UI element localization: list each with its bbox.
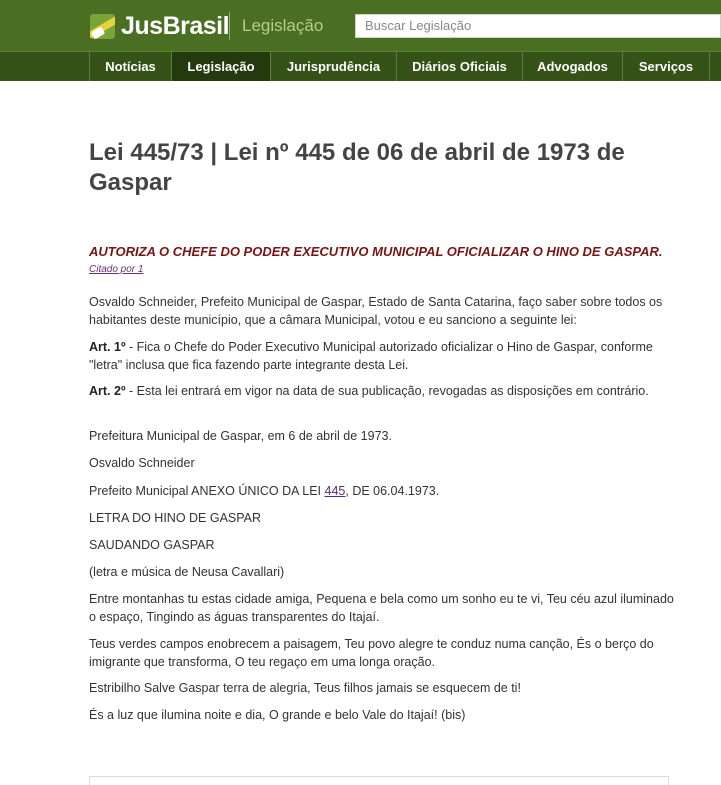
jusbrasil-logo[interactable] (90, 13, 229, 39)
nav-item-jurisprudencia[interactable]: Jurisprudência (270, 52, 396, 81)
main-nav (0, 51, 721, 81)
jusbrasil-logo-icon (90, 14, 115, 39)
verse-1: Entre montanhas tu estas cidade amiga, Pequena e bela como um sonho eu te vi, Teu céu azul iluminado o espaço, Tingindo as águas transparentes do Itajaí. (89, 592, 674, 624)
brand-name: JusBrasil (121, 12, 230, 40)
article-1 (89, 338, 679, 374)
law-summary: AUTORIZA O CHEFE DO PODER EXECUTIVO MUNICIPAL OFICIALIZAR O HINO DE GASPAR. (89, 244, 663, 259)
song-credit: (letra e música de Neusa Cavallari) (89, 565, 285, 579)
annex-text: Prefeito Municipal ANEXO ÚNICO DA LEI (89, 484, 325, 498)
article-2-text: - Esta lei entrará em vigor na data de sua publicação, revogadas as disposições em contrário. (125, 384, 649, 398)
chorus: Estribilho Salve Gaspar terra de alegria, Teus filhos jamais se esquecem de ti! (89, 681, 521, 695)
article-1-text: - Fica o Chefe do Poder Executivo Municipal autorizado oficializar o Hino de Gaspar, conforme "letra" inclusa que fica fazendo parte integrante desta Lei. (89, 340, 653, 372)
annex-date: , DE 06.04.1973. (345, 484, 440, 498)
article-2 (89, 382, 679, 400)
closing-verse: És a luz que ilumina noite e dia, O grande e belo Vale do Itajaí! (bis) (89, 708, 466, 722)
place-date: Prefeitura Municipal de Gaspar, em 6 de abril de 1973. (89, 429, 392, 443)
top-header (0, 0, 721, 51)
nav-divider (709, 52, 710, 81)
signer: Osvaldo Schneider (89, 456, 195, 470)
nav-item-servicos[interactable]: Serviços (622, 52, 709, 81)
nav-item-legislacao[interactable]: Legislação (171, 52, 270, 81)
search-input[interactable]: Buscar Legislação (355, 14, 721, 38)
section-name[interactable]: Legislação (242, 16, 324, 35)
header-divider (229, 12, 230, 40)
cited-by-link[interactable]: Citado por 1 (89, 264, 144, 275)
intro-paragraph: Osvaldo Schneider, Prefeito Municipal de Gaspar, Estado de Santa Catarina, faço saber sobre todos os habitantes deste município, que a câmara Municipal, votou e eu sanciono a seguinte lei: (89, 295, 663, 327)
lyrics-heading: LETRA DO HINO DE GASPAR (89, 511, 262, 525)
nav-item-diarios-oficiais[interactable]: Diários Oficiais (396, 52, 522, 81)
page-title: Lei 445/73 | Lei nº 445 de 06 de abril de 1973 de Gaspar (89, 139, 625, 196)
nav-item-noticias[interactable]: Notícias (89, 52, 171, 81)
law-445-link[interactable]: 445 (324, 484, 346, 498)
annex-line (89, 482, 679, 500)
article-2-label[interactable]: Art. 2º (89, 384, 126, 398)
nav-item-advogados[interactable]: Advogados (522, 52, 622, 81)
song-title: SAUDANDO GASPAR (89, 538, 215, 552)
article-1-label[interactable]: Art. 1º (89, 340, 126, 354)
verse-2: Teus verdes campos enobrecem a paisagem, Teu povo alegre te conduz numa canção, És o berço do imigrante que transforma, O teu regaço em uma longa oração. (89, 637, 654, 669)
bottom-panel (89, 776, 669, 785)
